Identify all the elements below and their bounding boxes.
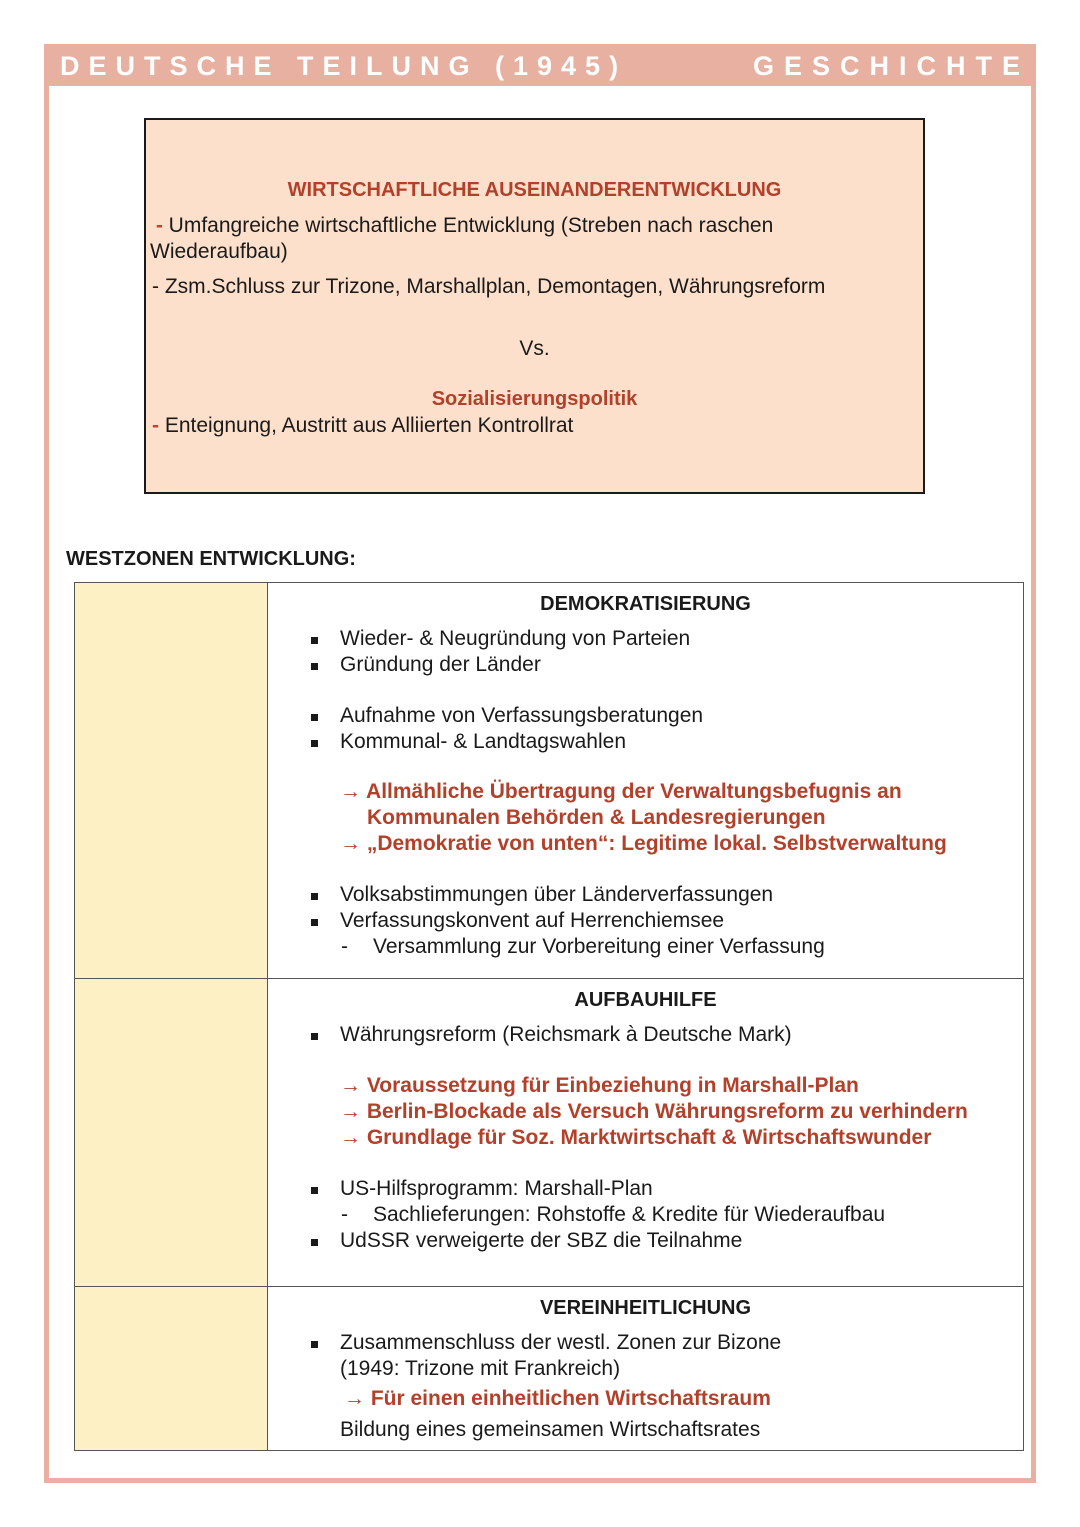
list-item: Aufnahme von Verfassungsberatungen bbox=[340, 704, 704, 727]
socialization-title: Sozialisierungspolitik bbox=[431, 388, 638, 410]
section-title: WESTZONEN ENTWICKLUNG: bbox=[66, 548, 356, 570]
cell-title: VEREINHEITLICHUNG bbox=[539, 1297, 752, 1319]
arrow-note: → Voraussetzung für Einbeziehung in Marshall-Plan bbox=[340, 1074, 859, 1097]
arrow-note: → „Demokratie von unten“: Legitime lokal. Selbstverwaltung bbox=[340, 832, 947, 855]
note-text: Bildung eines gemeinsamen Wirtschaftsrates bbox=[340, 1418, 761, 1441]
list-item: Währungsreform (Reichsmark à Deutsche Mark) bbox=[340, 1023, 792, 1046]
list-item-continuation: (1949: Trizone mit Frankreich) bbox=[340, 1357, 621, 1380]
aufbauhilfe-cell bbox=[268, 979, 1024, 1287]
vereinheitlichung-cell bbox=[268, 1287, 1024, 1451]
economy-line-2: - Zsm.Schluss zur Trizone, Marshallplan, Demontagen, Währungsreform bbox=[152, 275, 826, 298]
arrow-note: → Berlin-Blockade als Versuch Währungsreform zu verhindern bbox=[340, 1100, 968, 1123]
red-dash: - bbox=[152, 414, 165, 437]
red-dash: - bbox=[150, 214, 169, 237]
list-item: UdSSR verweigerte der SBZ die Teilnahme bbox=[340, 1229, 743, 1252]
arrow-note: Kommunalen Behörden & Landesregierungen bbox=[367, 806, 826, 829]
versus-label: Vs. bbox=[519, 337, 550, 360]
west-table bbox=[74, 582, 1024, 1451]
list-item: Kommunal- & Landtagswahlen bbox=[340, 730, 627, 753]
economy-title: WIRTSCHAFTLICHE AUSEINANDERENTWICKLUNG bbox=[287, 179, 782, 201]
economy-box bbox=[144, 118, 925, 494]
demokratisierung-cell bbox=[268, 583, 1024, 979]
subject-label: GESCHICHTE bbox=[752, 51, 1030, 81]
arrow-note: → Grundlage für Soz. Marktwirtschaft & Wirtschaftswunder bbox=[340, 1126, 932, 1149]
list-item: US-Hilfsprogramm: Marshall-Plan bbox=[340, 1177, 653, 1200]
cell-title: DEMOKRATISIERUNG bbox=[540, 593, 751, 615]
list-item: Volksabstimmungen über Länderverfassungen bbox=[340, 883, 774, 906]
sub-item: - Versammlung zur Vorbereitung einer Verfassung bbox=[373, 935, 825, 959]
page-title: DEUTSCHE TEILUNG (1945) bbox=[60, 51, 628, 81]
list-item: Zusammenschluss der westl. Zonen zur Bizone bbox=[340, 1331, 782, 1354]
header-bar bbox=[44, 44, 1036, 86]
row-label-cell bbox=[75, 583, 268, 979]
economy-line-3-text: Enteignung, Austritt aus Alliierten Kontrollrat bbox=[164, 414, 574, 437]
economy-line-3 bbox=[152, 414, 573, 438]
list-item: Gründung der Länder bbox=[340, 653, 541, 676]
cell-title: AUFBAUHILFE bbox=[574, 989, 717, 1011]
table-row bbox=[75, 1287, 1024, 1451]
sub-item: - Sachlieferungen: Rohstoffe & Kredite für Wiederaufbau bbox=[373, 1203, 885, 1227]
list-item: Verfassungskonvent auf Herrenchiemsee bbox=[340, 909, 725, 932]
arrow-note: → Für einen einheitlichen Wirtschaftsraum bbox=[344, 1387, 771, 1410]
table-row bbox=[75, 583, 1024, 979]
list-item: Wieder- & Neugründung von Parteien bbox=[340, 627, 691, 650]
economy-line-1 bbox=[150, 213, 880, 265]
table-row bbox=[75, 979, 1024, 1287]
economy-line-1-text: Umfangreiche wirtschaftliche Entwicklung (Streben nach raschen Wiederaufbau) bbox=[150, 214, 774, 263]
row-label-cell bbox=[75, 1287, 268, 1451]
arrow-note: → Allmähliche Übertragung der Verwaltungsbefugnis an bbox=[340, 780, 902, 803]
row-label-cell bbox=[75, 979, 268, 1287]
